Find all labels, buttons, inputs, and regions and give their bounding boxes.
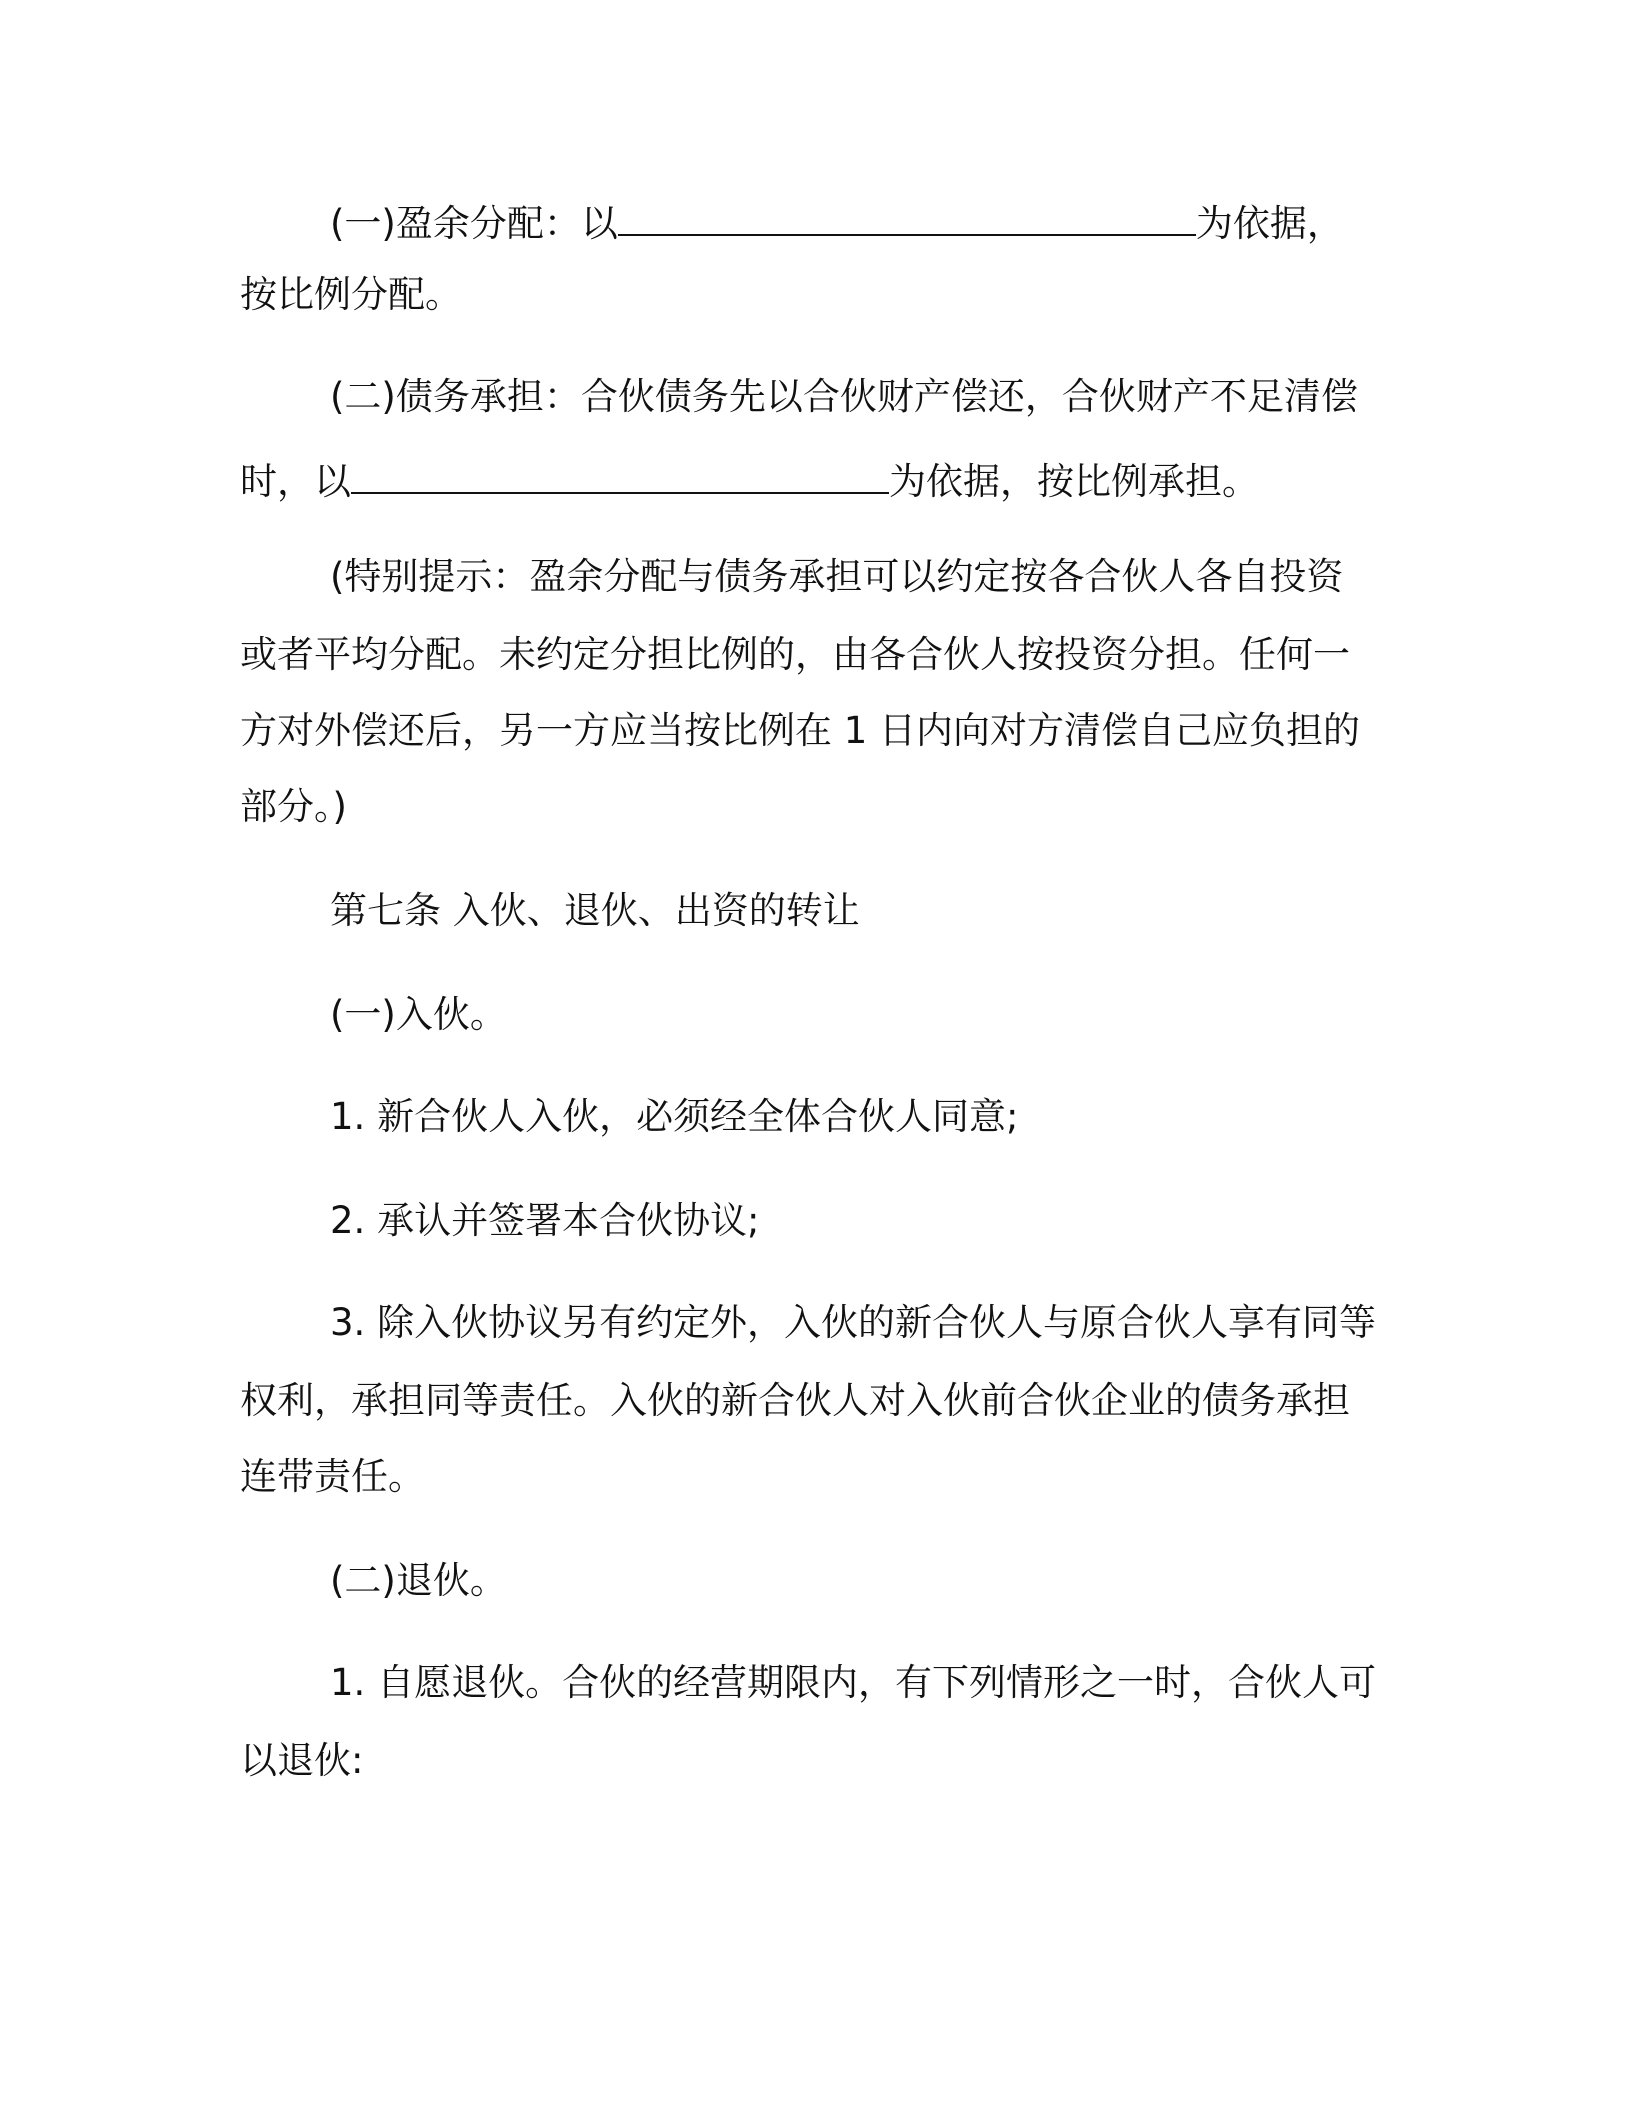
article-7-heading: 第七条 入伙、退伙、出资的转让 [330,889,860,932]
debt-bearing-line-1: (二)债务承担：合伙债务先以合伙财产偿还，合伙财产不足清偿 [330,375,1358,418]
join-item-1: 1. 新合伙人入伙，必须经全体合伙人同意; [330,1095,1019,1138]
join-item-3-line-2: 权利，承担同等责任。入伙的新合伙人对入伙前合伙企业的债务承担 [240,1379,1350,1422]
withdraw-heading: (二)退伙。 [330,1559,507,1602]
profit-distribution-suffix: 为依据， [1195,202,1344,245]
join-item-2: 2. 承认并签署本合伙协议; [330,1199,760,1242]
special-note-line-2: 或者平均分配。未约定分担比例的，由各合伙人按投资分担。任何一 [240,633,1350,676]
special-note-line-1: (特别提示：盈余分配与债务承担可以约定按各合伙人各自投资 [330,555,1344,598]
withdraw-item-1-line-2: 以退伙: [240,1739,364,1782]
join-heading: (一)入伙。 [330,993,507,1036]
special-note-line-4: 部分。) [240,785,347,828]
join-item-3-line-1: 3. 除入伙协议另有约定外，入伙的新合伙人与原合伙人享有同等 [330,1301,1377,1344]
debt-bearing-prefix: 时，以 [240,460,351,503]
debt-bearing-suffix: 为依据，按比例承担。 [889,460,1259,503]
profit-basis-blank [618,198,1196,236]
debt-basis-blank [351,456,889,494]
join-item-3-line-3: 连带责任。 [240,1455,425,1498]
withdraw-item-1-line-1: 1. 自愿退伙。合伙的经营期限内，有下列情形之一时，合伙人可 [330,1661,1377,1704]
profit-distribution-line-2: 按比例分配。 [240,273,462,316]
profit-distribution-prefix: (一)盈余分配：以 [330,202,618,245]
profit-distribution-line [330,198,1344,245]
special-note-line-3: 方对外偿还后，另一方应当按比例在 1 日内向对方清偿自己应负担的 [240,709,1361,752]
debt-bearing-line-2 [240,456,1259,503]
